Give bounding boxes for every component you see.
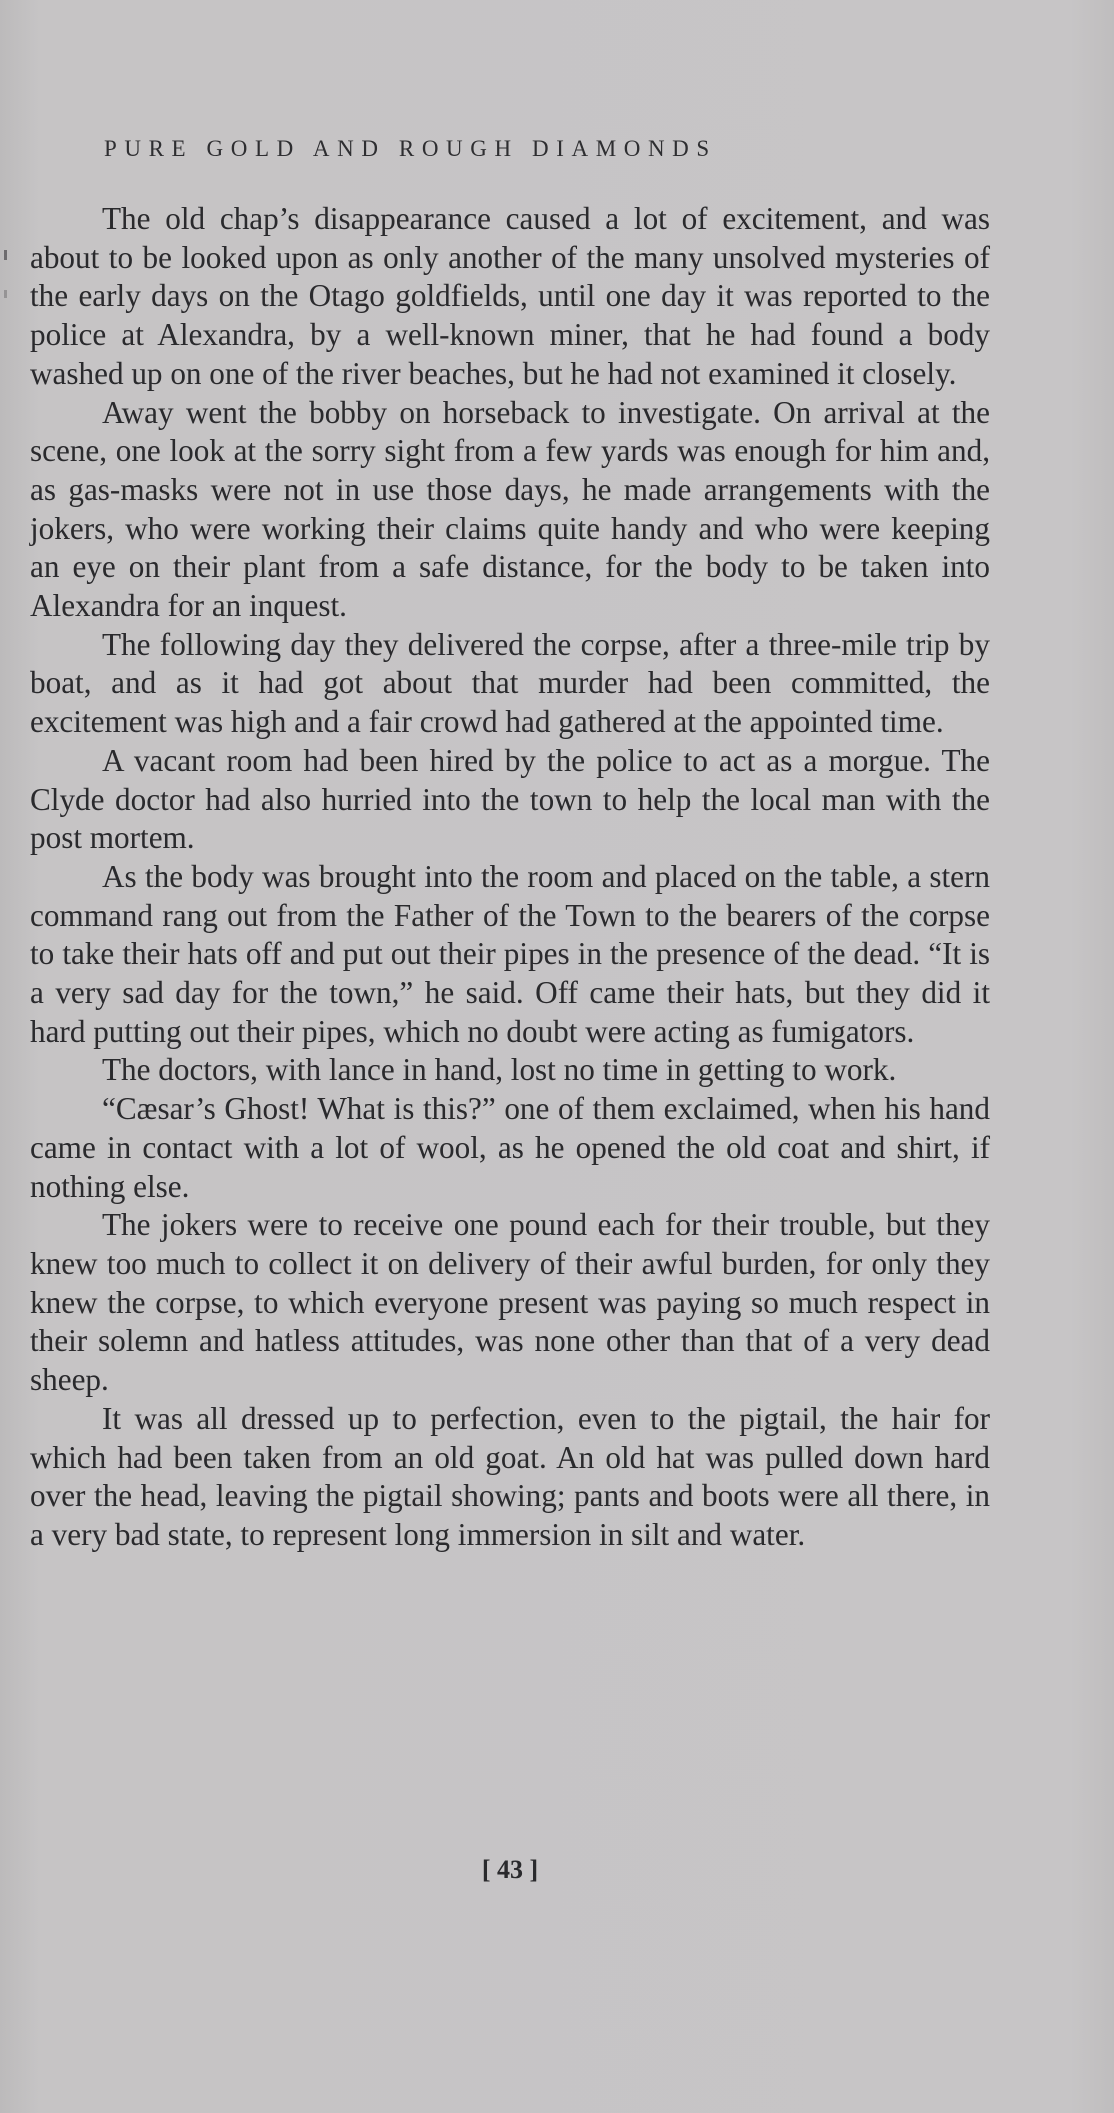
body-text	[30, 200, 990, 1555]
paragraph: A vacant room had been hired by the police to act as a morgue. The Clyde doctor had also hurried into the town to help the local man with the post mortem.	[30, 742, 990, 856]
paragraph: The doctors, with lance in hand, lost no time in getting to work.	[102, 1052, 897, 1088]
paragraph: It was all dressed up to perfection, even to the pigtail, the hair for which had been taken from an old goat. An old hat was pulled down hard over the head, leaving the pigtail showing; pants and boots were all there, in a very bad state, to represent long immersion in silt and water.	[30, 1400, 990, 1552]
paragraph: The old chap’s disappearance caused a lot of excitement, and was about to be looked upon as only another of the many unsolved mysteries of the early days on the Otago goldfields, until one day it was reported to the police at Alexandra, by a well-known miner, that he had found a body washed up on one of the river beaches, but he had not examined it closely.	[30, 201, 990, 391]
paragraph: The jokers were to receive one pound each for their trouble, but they knew too much to collect it on delivery of their awful burden, for only they knew the corpse, to which everyone present was paying so much respect in their solemn and hatless attitudes, was none other than that of a very dead sheep.	[30, 1207, 990, 1398]
running-title: PURE GOLD AND ROUGH DIAMONDS	[104, 136, 717, 161]
paragraph: The following day they delivered the corpse, after a three-mile trip by boat, and as it had got about that murder had been committed, the excitement was high and a fair crowd had gathered at the appointed time.	[30, 626, 990, 740]
paragraph: Away went the bobby on horseback to investigate. On arrival at the scene, one look at the sorry sight from a few yards was enough for him and, as gas-masks were not in use those days, he made arrangements with the jokers, who were working their claims quite handy and who were keeping an eye on their plant from a safe distance, for the body to be taken into Alexandra for an inquest.	[30, 394, 990, 624]
paragraph: “Cæsar’s Ghost! What is this?” one of them exclaimed, when his hand came in contact with a lot of wool, as he opened the old coat and shirt, if nothing else.	[30, 1091, 990, 1204]
margin-mark	[4, 250, 7, 260]
margin-mark	[4, 290, 7, 298]
paragraph: As the body was brought into the room and placed on the table, a stern command rang out from the Father of the Town to the bearers of the corpse to take their hats off and put out their pipes in the presence of the dead. “It is a very sad day for the town,” he said. Off came their hats, but they did it hard putting out their pipes, which no doubt were acting as fumigators.	[30, 858, 990, 1049]
page-number: [ 43 ]	[481, 1855, 539, 1884]
